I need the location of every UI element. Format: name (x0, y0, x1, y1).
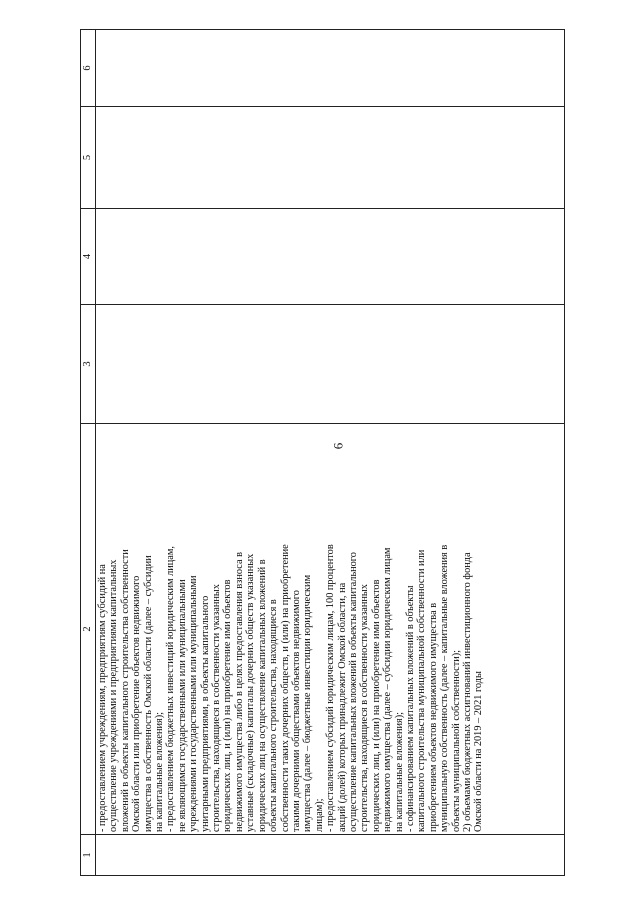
document-table (80, 29, 565, 876)
text-line: объекты муниципальной собственности); (450, 649, 462, 832)
text-line: юридических лиц на осуществление капитальных вложений в (256, 559, 268, 832)
body-cell-3 (96, 305, 565, 424)
text-line: унитарными предприятиями, в объекты капитального (199, 595, 211, 832)
text-line: строительства, находящиеся в собственности указанных (211, 584, 223, 832)
rotated-page-content (80, 36, 564, 876)
text-line: на капитальные вложения); (393, 711, 405, 832)
text-line: - софинансированием капитальных вложений в объекты (404, 585, 416, 832)
header-cell-1: 1 (81, 835, 96, 876)
text-line: - предоставлением бюджетных инвестиций юридическим лицам, (165, 546, 177, 832)
header-cell-6: 6 (81, 30, 96, 107)
text-line: имущества в собственность Омской области (далее – субсидии (142, 555, 154, 832)
text-line: не являющимся государственными или муниципальными (176, 579, 188, 832)
text-line: такими дочерними обществами объектов недвижимого (290, 590, 302, 832)
text-line: акций (долей) которых принадлежит Омской области, на (336, 582, 348, 832)
text-line: объекты капитального строительства, находящиеся в (268, 599, 280, 832)
text-line: осуществление учреждениями и предприятиями капитальных (108, 559, 120, 832)
text-line: муниципальную собственность (далее – капитальные вложения в (439, 544, 451, 832)
text-line: капитального строительства муниципальной собственности или (416, 549, 428, 832)
text-line: лицам); (313, 798, 325, 832)
text-line: на капитальные вложения); (154, 711, 166, 832)
text-line: строительства, находящиеся в собственности указанных (359, 584, 371, 832)
text-line: собственности таких дочерних обществ, и (или) на приобретение (279, 544, 291, 832)
text-line: учреждениями и государственными или муниципальными (188, 575, 200, 832)
body-cell-1 (96, 835, 565, 876)
text-line: юридических лиц, и (или) на приобретение ими объектов (222, 579, 234, 832)
text-line: 2) объемами бюджетных ассигнований инвестиционного фонда (462, 552, 473, 832)
header-cell-4: 4 (81, 209, 96, 305)
header-cell-3: 3 (81, 305, 96, 424)
text-line: недвижимого имущества (далее – субсидии юридическим лицам (382, 547, 394, 832)
text-line: уставные (складочные) капиталы дочерних обществ указанных (245, 553, 257, 832)
text-line: Омской области на 2019 – 2021 годы (473, 671, 485, 832)
table-body-row (96, 30, 565, 876)
table-header-row (81, 30, 96, 876)
header-cell-5: 5 (81, 107, 96, 209)
body-cell-6 (96, 30, 565, 107)
text-line: - предоставлением учреждениям, предприятиям субсидий на (97, 564, 108, 832)
body-cell-4 (96, 209, 565, 305)
body-cell-2 (96, 424, 565, 835)
text-line: имущества (далее – бюджетные инвестиции юридическим (302, 574, 314, 832)
text-line: Омской области или приобретение объектов недвижимого (131, 575, 143, 832)
text-line: юридических лиц, и (или) на приобретение ими объектов (370, 579, 382, 832)
cell-2-text (96, 424, 486, 834)
text-line: вложений в объекты капитального строительства собственности (119, 549, 131, 832)
body-cell-5 (96, 107, 565, 209)
text-line: осуществление капитальных вложений в объекты капитального (347, 552, 359, 832)
text-line: - предоставлением субсидий юридическим лицам, 100 процентов (325, 544, 337, 832)
page-number: 6 (330, 442, 346, 450)
text-line: приобретением объектов недвижимого имущества в (427, 602, 439, 832)
header-cell-2: 2 (81, 424, 96, 835)
text-line: недвижимого имущества либо в целях предоставления взноса в (233, 552, 245, 832)
